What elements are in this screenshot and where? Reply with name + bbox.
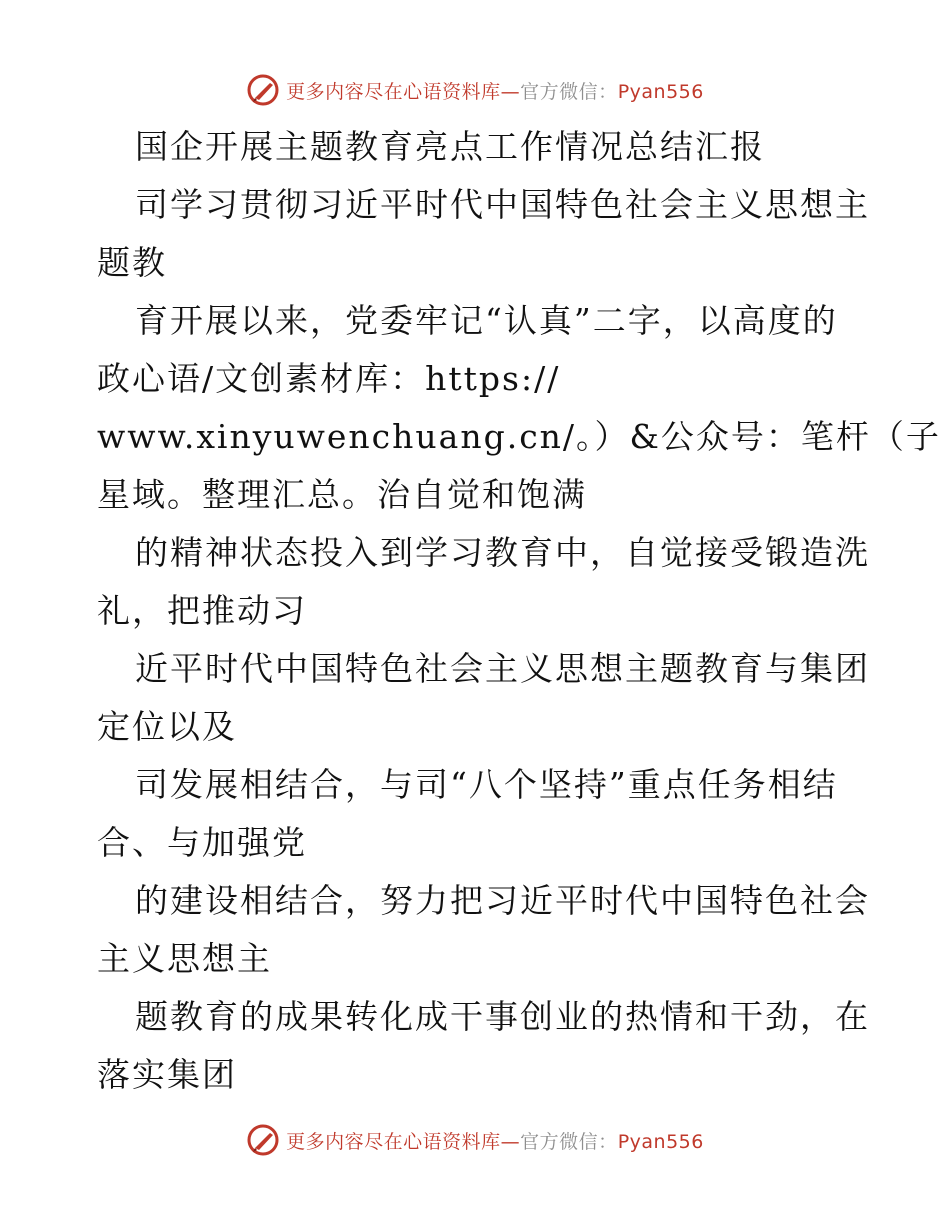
paragraph-line: 星域。整理汇总。治自觉和饱满 [97,475,587,514]
paragraph-line: 的建设相结合，努力把习近平时代中国特色社会 [135,881,870,920]
paragraph-line: 司发展相结合，与司“八个坚持”重点任务相结 [135,765,838,804]
banner-brand-text: 更多内容尽在心语资料库 [286,1130,501,1153]
paragraph-line: 定位以及 [97,707,237,746]
banner-text [286,1127,704,1154]
paragraph-line: 合、与加强党 [97,823,307,862]
paragraph-line: 育开展以来，党委牢记“认真”二字，以高度的 [135,301,838,340]
quill-logo-icon [246,73,280,107]
paragraph-line: 司学习贯彻习近平时代中国特色社会主义思想主 [135,185,870,224]
banner-wechat-id: Pyan556 [617,80,704,103]
banner-separator: — [500,1130,521,1153]
paragraph-line: www.xinyuwenchuang.cn/。）&公众号：笔杆（子 [97,417,941,456]
paragraph-line: 落实集团 [97,1055,237,1094]
banner-brand-text: 更多内容尽在心语资料库 [286,80,501,103]
paragraph-line: 政心语/文创素材库：https:// [97,359,561,398]
paragraph-line: 近平时代中国特色社会主义思想主题教育与集团 [135,649,870,688]
paragraph-line: 题教育的成果转化成干事创业的热情和干劲，在 [135,997,870,1036]
quill-logo-icon [246,1123,280,1157]
document-body [97,118,941,1104]
header-banner [0,70,950,110]
paragraph-line: 的精神状态投入到学习教育中，自觉接受锻造洗 [135,533,870,572]
banner-official-label: 官方微信： [520,80,618,103]
paragraph-line: 主义思想主 [97,939,272,978]
document-title: 国企开展主题教育亮点工作情况总结汇报 [135,127,765,166]
banner-official-label: 官方微信： [520,1130,618,1153]
footer-banner [0,1120,950,1160]
paragraph-line: 礼，把推动习 [97,591,307,630]
banner-separator: — [500,80,521,103]
banner-wechat-id: Pyan556 [617,1130,704,1153]
paragraph-line: 题教 [97,243,167,282]
banner-text [286,77,704,104]
